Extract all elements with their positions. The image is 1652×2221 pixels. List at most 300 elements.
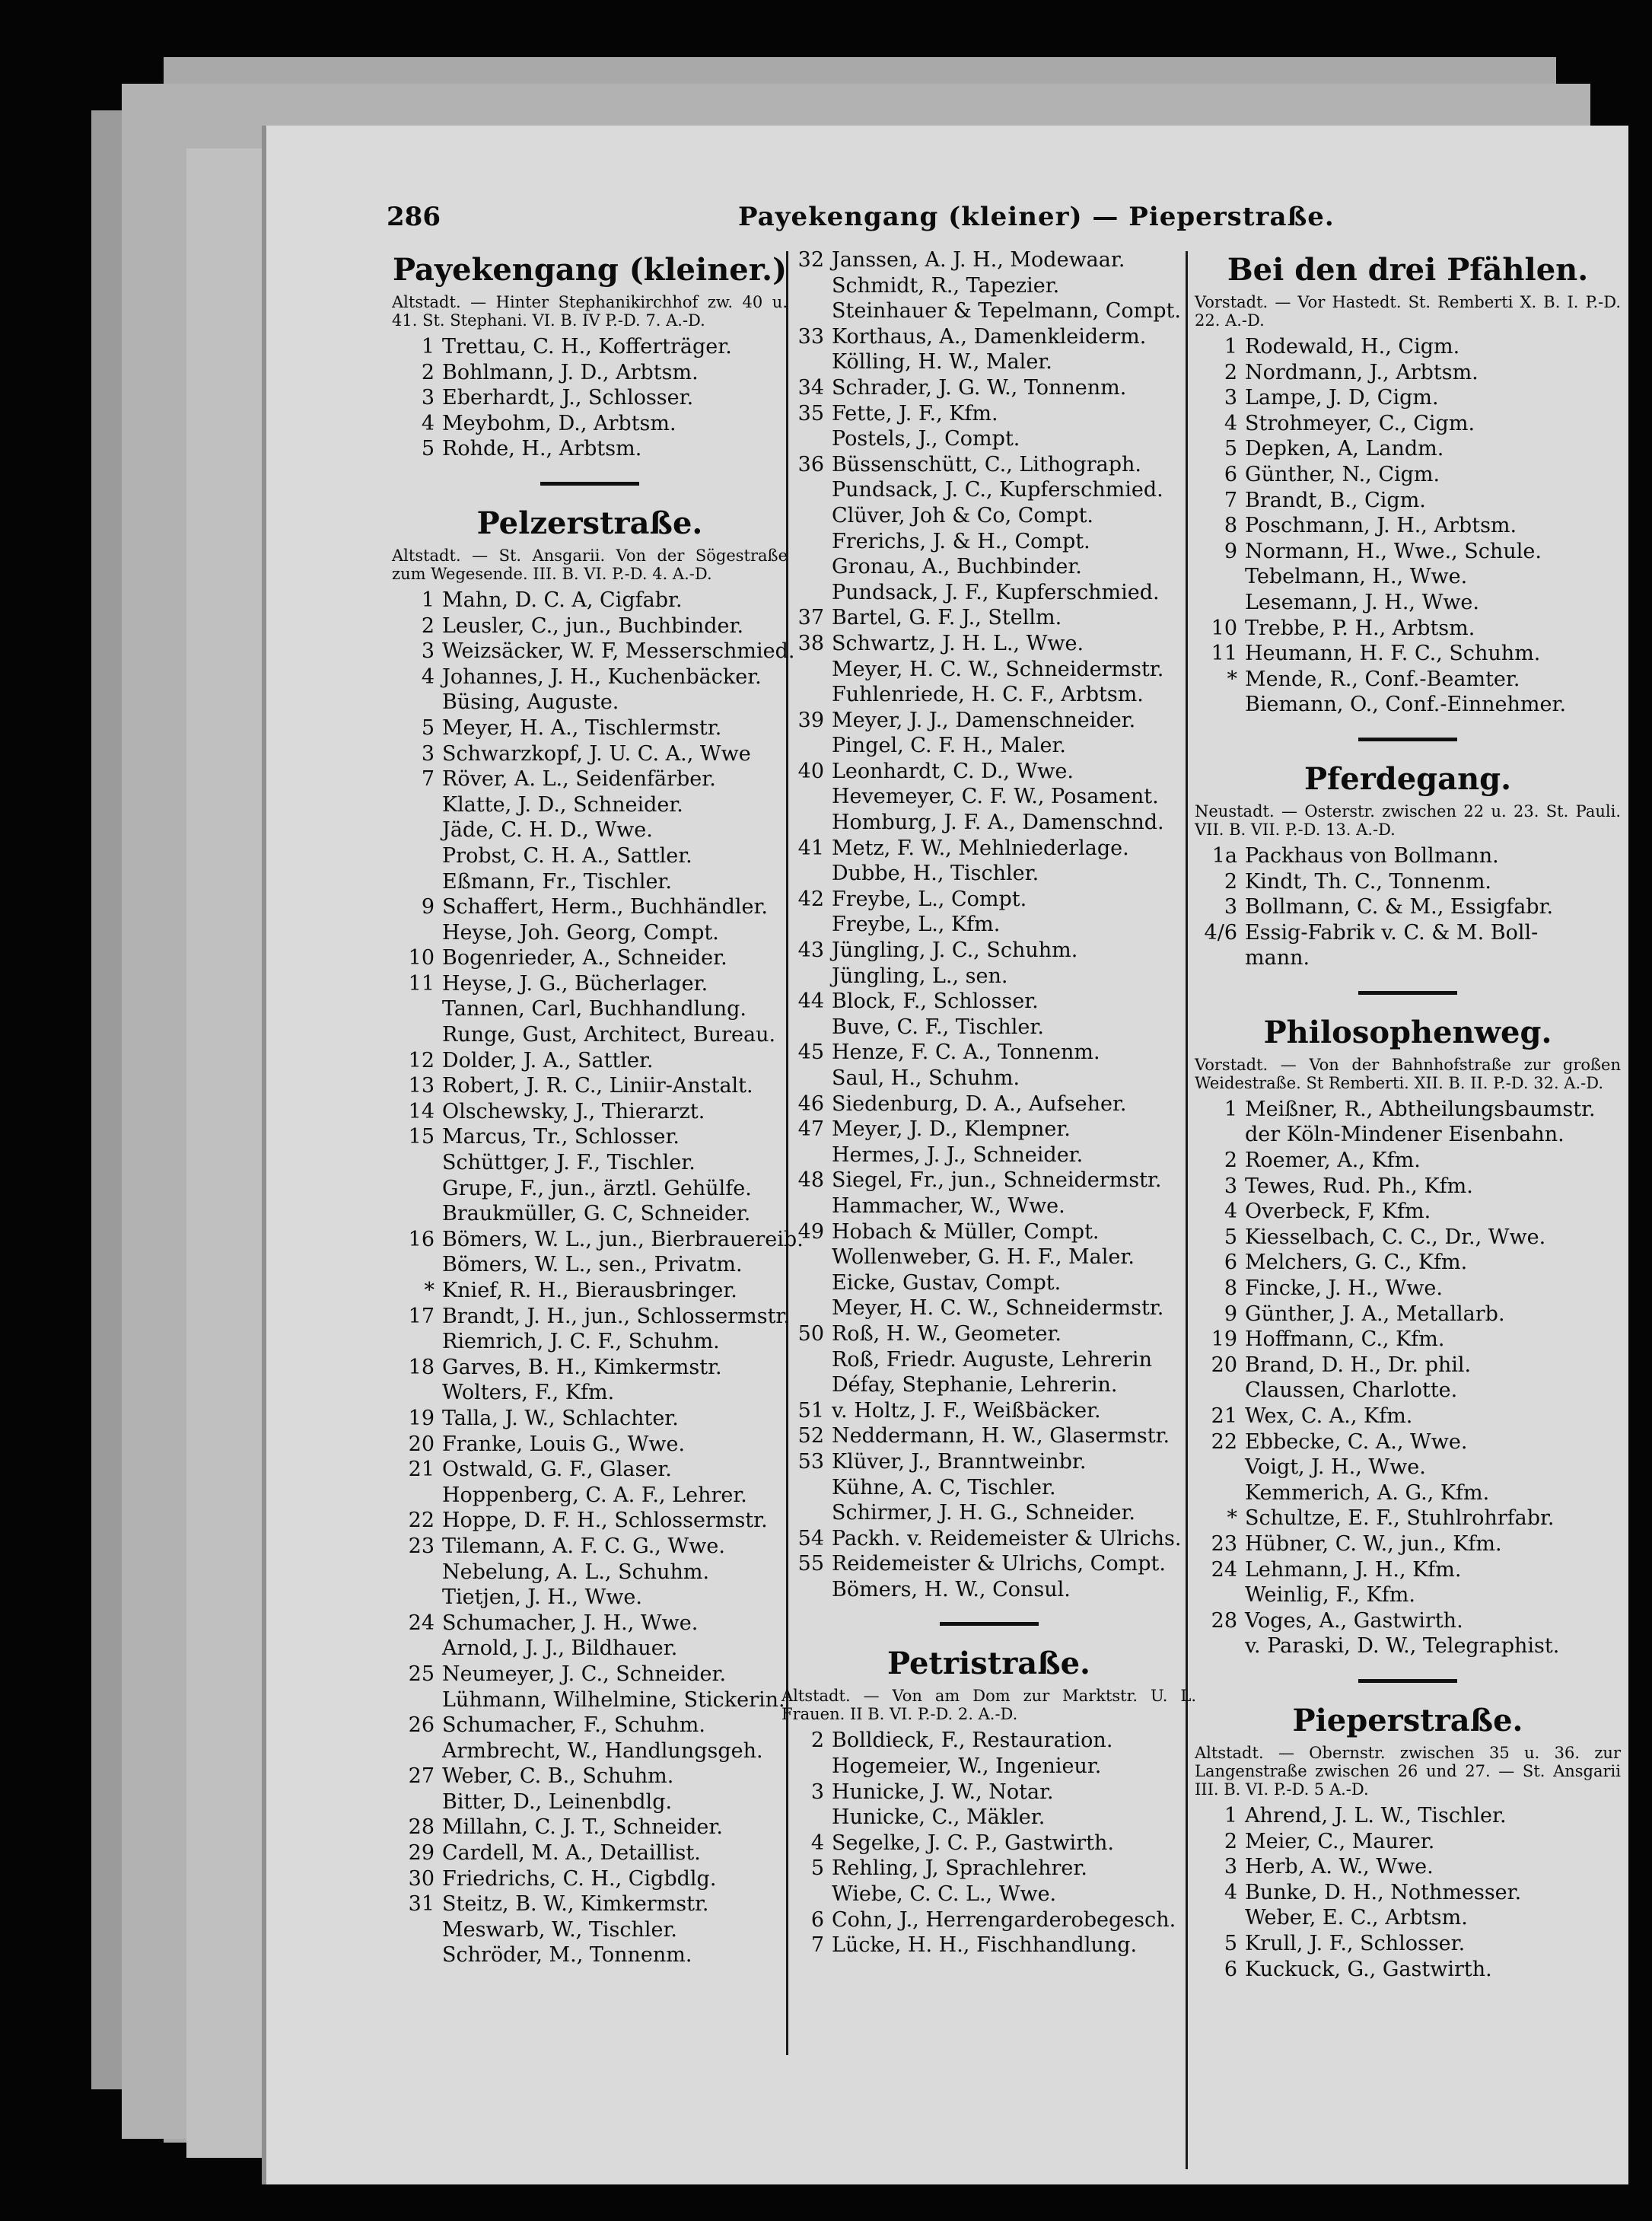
- list-item: [392, 411, 788, 437]
- resident-entry: v. Holtz, J. F., Weißbäcker.: [832, 1398, 1101, 1423]
- list-item: [392, 1252, 788, 1278]
- resident-entry: Hoppenberg, C. A. F., Lehrer.: [442, 1483, 747, 1507]
- house-number: 7: [1224, 488, 1237, 512]
- resident-entry: Ostwald, G. F., Glaser.: [442, 1458, 672, 1482]
- list-item: [1195, 1327, 1621, 1353]
- street-title: Payekengang (kleiner.): [393, 252, 787, 288]
- resident-entry: Bogenrieder, A., Schneider.: [442, 946, 727, 970]
- house-number: 30: [408, 1866, 434, 1891]
- resident-entry: Hammacher, W., Wwe.: [832, 1193, 1065, 1218]
- resident-entry: Korthaus, A., Damenkleiderm.: [832, 324, 1147, 349]
- house-number: [781, 1270, 832, 1296]
- house-number: [392, 1636, 442, 1662]
- house-number: [392, 920, 442, 946]
- list-item: [1195, 1531, 1621, 1557]
- house-number: 45: [797, 1040, 824, 1065]
- house-number: [781, 1347, 832, 1373]
- resident-entry: Dubbe, H., Tischler.: [832, 862, 1039, 886]
- list-item: [392, 1713, 788, 1738]
- street-title: Pieperstraße.: [1292, 1702, 1523, 1738]
- house-number: 43: [797, 938, 824, 963]
- house-number: [781, 1142, 832, 1168]
- resident-entry: Lampe, J. D, Cigm.: [1245, 386, 1439, 410]
- house-number: 3: [1224, 895, 1237, 919]
- street-description: Altstadt. — Von am Dom zur Marktstr. U. L. Frauen. II B. VI. P.-D. 2. A.-D.: [781, 1687, 1196, 1724]
- list-item: [781, 708, 1196, 734]
- resident-entry: Rohde, H., Arbtsm.: [442, 437, 642, 461]
- list-item: [392, 360, 788, 386]
- resident-entry: Kiesselbach, C. C., Dr., Wwe.: [1245, 1225, 1546, 1249]
- list-item: [1195, 1378, 1621, 1404]
- house-number: 28: [408, 1815, 434, 1840]
- house-number: [781, 1882, 832, 1907]
- resident-entry: Schirmer, J. H. G., Schneider.: [832, 1501, 1135, 1525]
- resident-entry: Melchers, G. C., Kfm.: [1245, 1251, 1468, 1275]
- resident-entry: Henze, F. C. A., Tonnenm.: [832, 1040, 1100, 1065]
- list-item: [392, 1022, 788, 1048]
- list-item: [781, 273, 1196, 299]
- house-number: 20: [408, 1432, 434, 1456]
- resident-entry: Hunicke, J. W., Notar.: [832, 1780, 1054, 1804]
- list-item: [781, 657, 1196, 683]
- resident-entry: Hermes, J. J., Schneider.: [832, 1142, 1084, 1167]
- house-number: [781, 554, 832, 580]
- house-number: 38: [797, 631, 824, 655]
- street-title: Pelzerstraße.: [476, 505, 703, 541]
- house-number: 4/6: [1204, 920, 1237, 945]
- house-number: 13: [408, 1074, 434, 1098]
- list-item: [781, 349, 1196, 375]
- resident-entry: Roß, H. W., Geometer.: [832, 1321, 1062, 1346]
- resident-entry: Trebbe, P. H., Arbtsm.: [1245, 616, 1475, 640]
- house-number: [1195, 1455, 1245, 1480]
- house-number: 2: [1224, 1149, 1237, 1173]
- list-item: [392, 1636, 788, 1662]
- resident-entry: Günther, N., Cigm.: [1245, 462, 1440, 486]
- house-number: 2: [810, 1729, 824, 1753]
- house-number: 3: [421, 741, 434, 766]
- resident-entry: Büsing, Auguste.: [442, 690, 619, 715]
- resident-entry: Overbeck, F, Kfm.: [1245, 1200, 1431, 1224]
- resident-entry: Talla, J. W., Schlachter.: [442, 1406, 679, 1430]
- house-number: 23: [1211, 1531, 1237, 1556]
- resident-entry: Roß, Friedr. Auguste, Lehrerin: [832, 1347, 1152, 1372]
- house-number: 1: [1224, 1097, 1237, 1121]
- list-item: [1195, 1302, 1621, 1327]
- resident-entry: Wiebe, C. C. L., Wwe.: [832, 1882, 1057, 1907]
- list-item: [781, 1117, 1196, 1142]
- list-item: [392, 1457, 788, 1483]
- house-number: 37: [797, 606, 824, 630]
- list-item: [392, 817, 788, 843]
- resident-entry: Grupe, F., jun., ärztl. Gehülfe.: [442, 1176, 752, 1200]
- resident-entry: Frerichs, J. & H., Compt.: [832, 529, 1090, 553]
- resident-entry: Kühne, A. C, Tischler.: [832, 1475, 1056, 1499]
- resident-entry: Friedrichs, C. H., Cigbdlg.: [442, 1866, 717, 1891]
- resident-entry: Ahrend, J. L. W., Tischler.: [1245, 1803, 1507, 1827]
- list-item: [781, 1856, 1196, 1882]
- list-item: [1195, 1148, 1621, 1174]
- list-item: [781, 1551, 1196, 1577]
- list-item: [1195, 1931, 1621, 1957]
- list-item: [1195, 436, 1621, 462]
- resident-entry: Jüngling, L., sen.: [832, 964, 1008, 988]
- house-number: 6: [1224, 1251, 1237, 1275]
- house-number: 6: [1224, 462, 1237, 486]
- resident-entry: Tietjen, J. H., Wwe.: [442, 1585, 642, 1610]
- house-number: 28: [1211, 1608, 1237, 1633]
- resident-entry: Nordmann, J., Arbtsm.: [1245, 360, 1479, 384]
- house-number: [392, 1176, 442, 1202]
- list-item: [392, 1534, 788, 1560]
- list-item: [781, 989, 1196, 1015]
- list-item: [392, 1048, 788, 1074]
- house-number: 5: [421, 715, 434, 740]
- directory-page: [266, 126, 1628, 2184]
- list-item: [781, 1500, 1196, 1526]
- house-number: [392, 1201, 442, 1227]
- list-item: [781, 1831, 1196, 1856]
- page-number: 286: [387, 202, 441, 232]
- resident-entry: Meswarb, W., Tischler.: [442, 1917, 677, 1942]
- section-separator: [1358, 991, 1457, 995]
- house-number: 1a: [1211, 843, 1237, 868]
- house-number: [781, 1577, 832, 1603]
- list-item: [781, 1142, 1196, 1168]
- list-item: [781, 1219, 1196, 1245]
- house-number: [781, 1805, 832, 1831]
- resident-entry: Wex, C. A., Kfm.: [1245, 1404, 1413, 1428]
- resident-entry: Schumacher, J. H., Wwe.: [442, 1611, 699, 1635]
- resident-entry: Brand, D. H., Dr. phil.: [1245, 1353, 1472, 1377]
- list-item: [781, 759, 1196, 785]
- house-number: [781, 503, 832, 529]
- house-number: [1195, 1582, 1245, 1608]
- list-item: [392, 1840, 788, 1866]
- resident-entry: Wollenweber, G. H. F., Maler.: [832, 1245, 1135, 1270]
- house-number: 21: [408, 1458, 434, 1482]
- resident-entry: Hobach & Müller, Compt.: [832, 1219, 1100, 1244]
- house-number: [781, 298, 832, 324]
- list-item: [392, 869, 788, 895]
- resident-entry: Büssenschütt, C., Lithograph.: [832, 452, 1141, 476]
- street-title: Pferdegang.: [1303, 760, 1512, 797]
- house-number: [1195, 945, 1245, 971]
- list-item: [392, 1176, 788, 1202]
- list-item: [781, 1933, 1196, 1958]
- resident-entry: Weber, E. C., Arbtsm.: [1245, 1906, 1468, 1930]
- list-item: [392, 664, 788, 690]
- resident-entry: Tebelmann, H., Wwe.: [1245, 565, 1468, 589]
- resident-entry: Herb, A. W., Wwe.: [1245, 1855, 1434, 1879]
- street-description: Vorstadt. — Vor Hastedt. St. Remberti X. B. I. P.-D. 22. A.-D.: [1195, 293, 1621, 330]
- street-title: Bei den drei Pfählen.: [1227, 252, 1589, 288]
- house-number: 24: [408, 1611, 434, 1635]
- list-item: [781, 375, 1196, 401]
- list-item: [392, 1201, 788, 1227]
- list-item: [392, 1124, 788, 1150]
- list-item: [392, 1611, 788, 1636]
- resident-entry: Eßmann, Fr., Tischler.: [442, 869, 672, 894]
- house-number: [781, 1475, 832, 1501]
- list-item: [392, 1662, 788, 1687]
- house-number: 25: [408, 1662, 434, 1686]
- house-number: [392, 1022, 442, 1048]
- list-item: [781, 1398, 1196, 1424]
- list-item: [1195, 1905, 1621, 1931]
- resident-entry: Tewes, Rud. Ph., Kfm.: [1245, 1174, 1473, 1198]
- list-item: [1195, 945, 1621, 971]
- resident-entry: Siedenburg, D. A., Aufseher.: [832, 1091, 1127, 1116]
- section-separator: [1358, 738, 1457, 741]
- house-number: [392, 1942, 442, 1968]
- list-item: [1195, 1250, 1621, 1276]
- resident-entry: Hogemeier, W., Ingenieur.: [832, 1754, 1102, 1779]
- list-item: [781, 1347, 1196, 1373]
- house-number: 48: [797, 1168, 824, 1193]
- house-number: [392, 1483, 442, 1509]
- resident-entry: Postels, J., Compt.: [832, 427, 1020, 451]
- resident-entry: Riemrich, J. C. F., Schuhm.: [442, 1330, 720, 1354]
- resident-entry: Garves, B. H., Kimkermstr.: [442, 1355, 722, 1379]
- resident-entry: Eberhardt, J., Schlosser.: [442, 386, 694, 410]
- house-number: 1: [421, 588, 434, 612]
- list-item: [781, 1907, 1196, 1933]
- section-separator: [1358, 1679, 1457, 1683]
- resident-entry: Schwartz, J. H. L., Wwe.: [832, 631, 1084, 655]
- house-number: 2: [1224, 360, 1237, 384]
- house-number: 6: [1224, 1957, 1237, 1981]
- house-number: [392, 817, 442, 843]
- resident-entry: Millahn, C. J. T., Schneider.: [442, 1815, 723, 1840]
- house-number: [392, 1585, 442, 1611]
- list-item: [1195, 1957, 1621, 1983]
- house-number: 24: [1211, 1557, 1237, 1582]
- house-number: [392, 1917, 442, 1943]
- list-item: [1195, 488, 1621, 514]
- resident-entry: Défay, Stephanie, Lehrerin.: [832, 1373, 1118, 1397]
- house-number: 2: [421, 613, 434, 638]
- list-item: [781, 1475, 1196, 1501]
- resident-entry: Johannes, J. H., Kuchenbäcker.: [442, 664, 762, 689]
- resident-entry: Schröder, M., Tonnenm.: [442, 1943, 692, 1968]
- resident-entry: Heyse, Joh. Georg, Compt.: [442, 920, 719, 945]
- resident-entry: Packh. v. Reidemeister & Ulrichs.: [832, 1526, 1182, 1550]
- list-item: [392, 1815, 788, 1840]
- list-item: [781, 1780, 1196, 1805]
- house-number: 4: [1224, 411, 1237, 435]
- list-item: [781, 784, 1196, 810]
- column-middle: [781, 247, 1196, 1958]
- list-item: [392, 1432, 788, 1458]
- resident-entry: Neumeyer, J. C., Schneider.: [442, 1662, 727, 1686]
- house-number: [392, 1560, 442, 1585]
- list-item: [781, 912, 1196, 938]
- list-item: [1195, 462, 1621, 488]
- house-number: [392, 843, 442, 869]
- list-item: [781, 964, 1196, 989]
- house-number: [781, 1066, 832, 1091]
- resident-entry: Eicke, Gustav, Compt.: [832, 1270, 1062, 1295]
- resident-entry: Essig-Fabrik v. C. & M. Boll-: [1245, 920, 1539, 945]
- house-number: 17: [408, 1304, 434, 1328]
- resident-entry: Kemmerich, A. G., Kfm.: [1245, 1480, 1490, 1505]
- street-description: Altstadt. — St. Ansgarii. Von der Sögestraße zum Wegesende. III. B. VI. P.-D. 4. A.-D.: [392, 546, 788, 583]
- resident-entry: Weber, C. B., Schuhm.: [442, 1764, 674, 1789]
- column-right: [1195, 247, 1621, 1982]
- resident-entry: Steinhauer & Tepelmann, Compt.: [832, 299, 1181, 323]
- list-item: [1195, 1557, 1621, 1583]
- resident-entry: Lesemann, J. H., Wwe.: [1245, 590, 1479, 614]
- list-item: [781, 1372, 1196, 1398]
- resident-entry: Bömers, H. W., Consul.: [832, 1577, 1071, 1601]
- list-item: [392, 1917, 788, 1943]
- list-item: [1195, 894, 1621, 920]
- resident-entry: Rehling, J, Sprachlehrer.: [832, 1856, 1087, 1881]
- resident-entry: Brandt, J. H., jun., Schlossermstr.: [442, 1304, 790, 1328]
- house-number: [781, 1372, 832, 1398]
- list-item: [392, 690, 788, 715]
- resident-entry: Mahn, D. C. A, Cigfabr.: [442, 588, 683, 612]
- list-item: [781, 529, 1196, 555]
- resident-entry: Neddermann, H. W., Glasermstr.: [832, 1424, 1170, 1448]
- list-item: [1195, 1225, 1621, 1251]
- list-item: [1195, 1174, 1621, 1200]
- list-item: [1195, 334, 1621, 360]
- resident-entry: Meyer, H. C. W., Schneidermstr.: [832, 657, 1164, 681]
- section-separator: [940, 1622, 1039, 1626]
- resident-entry: Schaffert, Herm., Buchhändler.: [442, 895, 769, 919]
- list-item: [781, 426, 1196, 452]
- house-number: 9: [1224, 539, 1237, 563]
- resident-entry: Klatte, J. D., Schneider.: [442, 792, 683, 817]
- street-title: Philosophenweg.: [1263, 1014, 1552, 1050]
- house-number: 3: [421, 639, 434, 664]
- resident-entry: Brandt, B., Cigm.: [1245, 488, 1426, 512]
- resident-entry: Dolder, J. A., Sattler.: [442, 1048, 654, 1072]
- resident-entry: Depken, A, Landm.: [1245, 437, 1444, 461]
- list-item: [781, 1015, 1196, 1040]
- resident-entry: Rodewald, H., Cigm.: [1245, 335, 1460, 358]
- resident-entry: Gronau, A., Buchbinder.: [832, 555, 1082, 579]
- house-number: [392, 1150, 442, 1176]
- house-number: 44: [797, 989, 824, 1014]
- resident-entry: Leusler, C., jun., Buchbinder.: [442, 613, 744, 638]
- list-item: [781, 631, 1196, 657]
- list-item: [781, 1295, 1196, 1321]
- resident-entry: Fuhlenriede, H. C. F., Arbtsm.: [832, 683, 1144, 707]
- house-number: 36: [797, 452, 824, 476]
- list-item: [781, 861, 1196, 887]
- list-item: [392, 894, 788, 920]
- list-item: [1195, 1429, 1621, 1455]
- resident-entry: Lehmann, J. H., Kfm.: [1245, 1557, 1462, 1582]
- house-number: 8: [1224, 1276, 1237, 1301]
- house-number: 52: [797, 1424, 824, 1448]
- resident-entry: Kölling, H. W., Maler.: [832, 350, 1052, 374]
- list-item: [1195, 385, 1621, 411]
- house-number: 49: [797, 1219, 824, 1244]
- resident-entry: Packhaus von Bollmann.: [1245, 843, 1499, 868]
- house-number: [1195, 1905, 1245, 1931]
- list-item: [781, 452, 1196, 478]
- resident-entry: Homburg, J. F. A., Damenschnd.: [832, 811, 1164, 835]
- list-item: [1195, 1199, 1621, 1225]
- resident-entry: Bartel, G. F. J., Stellm.: [832, 606, 1062, 630]
- list-item: [392, 1891, 788, 1917]
- list-item: [1195, 641, 1621, 667]
- list-item: [392, 920, 788, 946]
- house-number: 6: [810, 1907, 824, 1932]
- house-number: [781, 477, 832, 503]
- list-item: [781, 682, 1196, 708]
- list-item: [1195, 1880, 1621, 1906]
- resident-entry: Weizsäcker, W. F, Messerschmied.: [442, 639, 795, 664]
- resident-entry: Hevemeyer, C. F. W., Posament.: [832, 785, 1159, 809]
- list-item: [781, 887, 1196, 913]
- house-number: 4: [810, 1831, 824, 1855]
- house-number: 3: [1224, 1174, 1237, 1198]
- resident-entry: Siegel, Fr., jun., Schneidermstr.: [832, 1168, 1162, 1193]
- resident-entry: Hunicke, C., Mäkler.: [832, 1805, 1046, 1830]
- list-item: [392, 945, 788, 971]
- list-item: [781, 1244, 1196, 1270]
- street-description: Vorstadt. — Von der Bahnhofstraße zur großen Weidestraße. St Remberti. XII. B. II. P.-D. 32. A.-D.: [1195, 1055, 1621, 1092]
- resident-entry: mann.: [1245, 946, 1310, 970]
- resident-entry: Clüver, Joh & Co, Compt.: [832, 503, 1093, 527]
- resident-entry: Reidemeister & Ulrichs, Compt.: [832, 1552, 1166, 1576]
- list-item: [1195, 539, 1621, 565]
- resident-entry: Meyer, J. J., Damenschneider.: [832, 708, 1136, 732]
- list-item: [392, 792, 788, 818]
- house-number: 19: [1211, 1327, 1237, 1352]
- list-item: [781, 733, 1196, 759]
- resident-entry: Jäde, C. H. D., Wwe.: [442, 818, 653, 843]
- house-number: 5: [810, 1856, 824, 1881]
- resident-entry: Normann, H., Wwe., Schule.: [1245, 539, 1542, 563]
- list-item: [781, 1270, 1196, 1296]
- list-item: [781, 1577, 1196, 1603]
- house-number: 33: [797, 324, 824, 349]
- resident-entry: Trettau, C. H., Kofferträger.: [442, 335, 732, 358]
- house-number: 11: [1211, 642, 1237, 666]
- house-number: [1195, 564, 1245, 590]
- house-number: [392, 1380, 442, 1406]
- house-number: 5: [1224, 1931, 1237, 1955]
- running-head-title: Payekengang (kleiner) — Pieperstraße.: [738, 202, 1335, 232]
- resident-entry: Metz, F. W., Mehlniederlage.: [832, 836, 1129, 860]
- house-number: 3: [1224, 386, 1237, 410]
- list-item: [781, 324, 1196, 350]
- house-number: [781, 580, 832, 606]
- list-item: [392, 1227, 804, 1253]
- resident-entry: Nebelung, A. L., Schuhm.: [442, 1560, 710, 1584]
- house-number: 22: [408, 1509, 434, 1533]
- resident-entry: Robert, J. R. C., Liniir-Anstalt.: [442, 1074, 753, 1098]
- house-number: [781, 861, 832, 887]
- resident-entry: Weinlig, F., Kfm.: [1245, 1583, 1415, 1608]
- house-number: [392, 1329, 442, 1355]
- list-item: [1195, 1353, 1621, 1378]
- house-number: 4: [421, 411, 434, 435]
- list-item: [1195, 869, 1621, 895]
- house-number: 3: [421, 386, 434, 410]
- house-number: [392, 1789, 442, 1815]
- house-number: 32: [797, 248, 824, 272]
- list-item: [392, 588, 788, 613]
- resident-entry: Schmidt, R., Tapezier.: [832, 273, 1060, 298]
- resident-entry: Knief, R. H., Bierausbringer.: [442, 1279, 737, 1302]
